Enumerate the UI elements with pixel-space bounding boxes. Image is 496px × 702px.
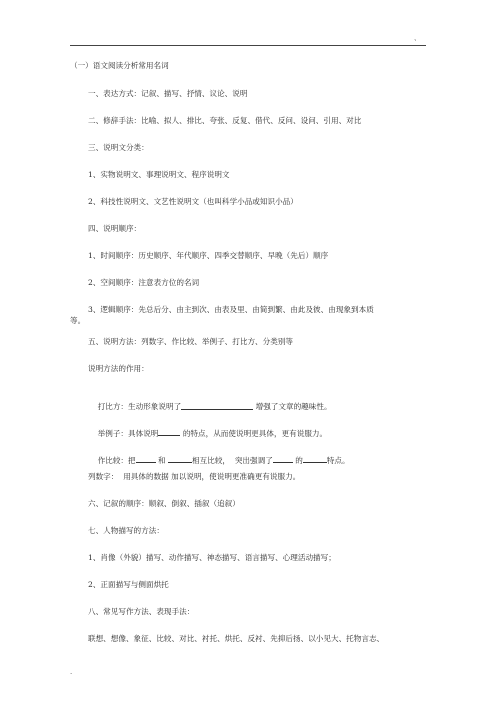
character-description-heading: 七、人物描写的方法： [88, 526, 164, 535]
section-title: （一）语文阅读分析常用名词 [70, 61, 169, 70]
metaphor-text-start: 打比方：生动形象说明了 [97, 402, 182, 411]
comparison-text-2: 和 [155, 456, 169, 465]
logic-order-continued: 等。 [70, 316, 86, 325]
writing-methods-heading: 八、常见写作方法、表现手法： [88, 607, 195, 616]
blank-line [303, 455, 327, 463]
header-rule [70, 45, 426, 46]
blank-line [158, 428, 180, 436]
blank-line [168, 455, 192, 463]
expository-category-2: 2、科技性说明文、文艺性说明文（也叫科学小品或知识小品） [88, 197, 298, 206]
writing-methods-list: 联想、想像、象征、比较、对比、衬托、烘托、反衬、先抑后扬、以小见大、托物言志、 [88, 634, 385, 643]
narrative-order: 六、记叙的顺序：顺叙、倒叙、插叙（追叙） [88, 499, 240, 508]
blank-line [136, 455, 156, 463]
explanation-order-heading: 四、说明顺序： [88, 224, 142, 233]
metaphor-text-end: 增强了文章的趣味性。 [253, 402, 332, 411]
comparison-text-4: 的 [292, 456, 303, 465]
logic-order: 3、逻辑顺序：先总后分、由主到次、由表及里、由简到繁、由此及彼、由现象到本质 [88, 305, 374, 314]
comparison-text-3: 相互比较， 突出强调了 [192, 456, 273, 465]
example-text-end: 的特点，从而使说明更具体，更有说服力。 [180, 429, 328, 438]
space-order: 2、空间顺序：注意表方位的名词 [88, 278, 200, 287]
comparison-text-5: 特点。 [326, 456, 350, 465]
explanation-methods: 五、说明方法：列数字、作比较、举例子、打比方、分类别等 [88, 337, 294, 346]
corner-mark-top: 、 [414, 34, 421, 42]
blank-line [181, 405, 253, 410]
expository-category-1: 1、实物说明文、事理说明文、程序说明文 [88, 170, 230, 179]
blank-line [273, 455, 293, 463]
character-description-1: 1、肖像（外貌）描写、动作描写、神态描写、语言描写、心理活动描写； [88, 553, 336, 562]
rhetoric-devices: 二、修辞手法：比喻、拟人、排比、夸张、反复、借代、反问、设问、引用、对比 [88, 116, 362, 125]
time-order: 1、时间顺序：历史顺序、年代顺序、四季交替顺序、早晚（先后）顺序 [88, 251, 329, 260]
expression-modes: 一、表达方式：记叙、描写、抒情、议论、说明 [88, 89, 248, 98]
character-description-2: 2、正面描写与侧面烘托 [88, 580, 169, 589]
example-text-start: 举例子：具体说明 [97, 429, 159, 438]
method-effects-heading: 说明方法的作用： [88, 364, 149, 373]
expository-categories-heading: 三、说明文分类： [88, 143, 149, 152]
corner-mark-bottom: . [70, 668, 73, 676]
comparison-text-1: 作比较：把 [97, 456, 136, 465]
numbers-effect: 列数字： 用具体的数据 加以说明，使说明更准确更有说服力。 [88, 472, 301, 481]
